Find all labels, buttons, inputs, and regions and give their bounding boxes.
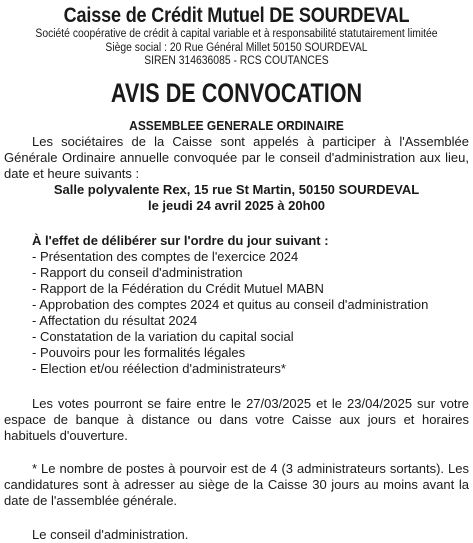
agenda-item: - Affectation du résultat 2024	[32, 312, 198, 328]
company-description: Société coopérative de crédit à capital variable et à responsabilité statutairement limitée	[35, 28, 438, 40]
agenda-item: - Constatation de la variation du capital social	[32, 328, 294, 344]
bank-name-title: Caisse de Crédit Mutuel DE SOURDEVAL	[63, 4, 410, 27]
agenda-item: - Présentation des comptes de l'exercice 2024	[32, 248, 299, 264]
agenda-item: - Pouvoirs pour les formalités légales	[32, 344, 246, 360]
agenda-item: - Election et/ou réélection d'administrateurs*	[32, 360, 286, 376]
agenda-item: - Rapport du conseil d'administration	[32, 264, 243, 280]
signature: Le conseil d'administration.	[32, 526, 189, 542]
agenda-item: - Rapport de la Fédération du Crédit Mutuel MABN	[32, 280, 324, 296]
agenda-heading: À l'effet de délibérer sur l'ordre du jour suivant :	[32, 232, 329, 248]
head-office-address: Siège social : 20 Rue Général Millet 50150 SOURDEVAL	[105, 41, 368, 54]
agenda-item: - Approbation des comptes 2024 et quitus au conseil d'administration	[32, 296, 429, 312]
venue: Salle polyvalente Rex, 15 rue St Martin, 50150 SOURDEVAL	[53, 181, 420, 197]
header	[4, 4, 469, 69]
voting-paragraph: Les votes pourront se faire entre le 27/03/2025 et le 23/04/2025 sur votre espace de banque à distance ou dans votre Caisse aux jours et horaires habituels d'ouverture.	[4, 395, 469, 443]
notice-title: AVIS DE CONVOCATION	[110, 77, 363, 108]
siren-rcs: SIREN 314636085 - RCS COUTANCES	[144, 55, 329, 67]
meeting-datetime: le jeudi 24 avril 2025 à 20h00	[147, 197, 326, 213]
assembly-type: ASSEMBLEE GENERALE ORDINAIRE	[129, 117, 344, 133]
candidates-footnote: * Le nombre de postes à pourvoir est de 4 (3 administrateurs sortants). Les candidatures sont à adresser au siège de la Caisse 30 jours au moins avant la date de l'assemblée générale.	[4, 460, 469, 508]
intro-paragraph: Les sociétaires de la Caisse sont appelés à participer à l'Assemblée Générale Ordinaire annuelle convoquée par le conseil d'administration aux lieu, date et heure suivants :	[4, 133, 469, 181]
agenda-list	[4, 249, 469, 377]
